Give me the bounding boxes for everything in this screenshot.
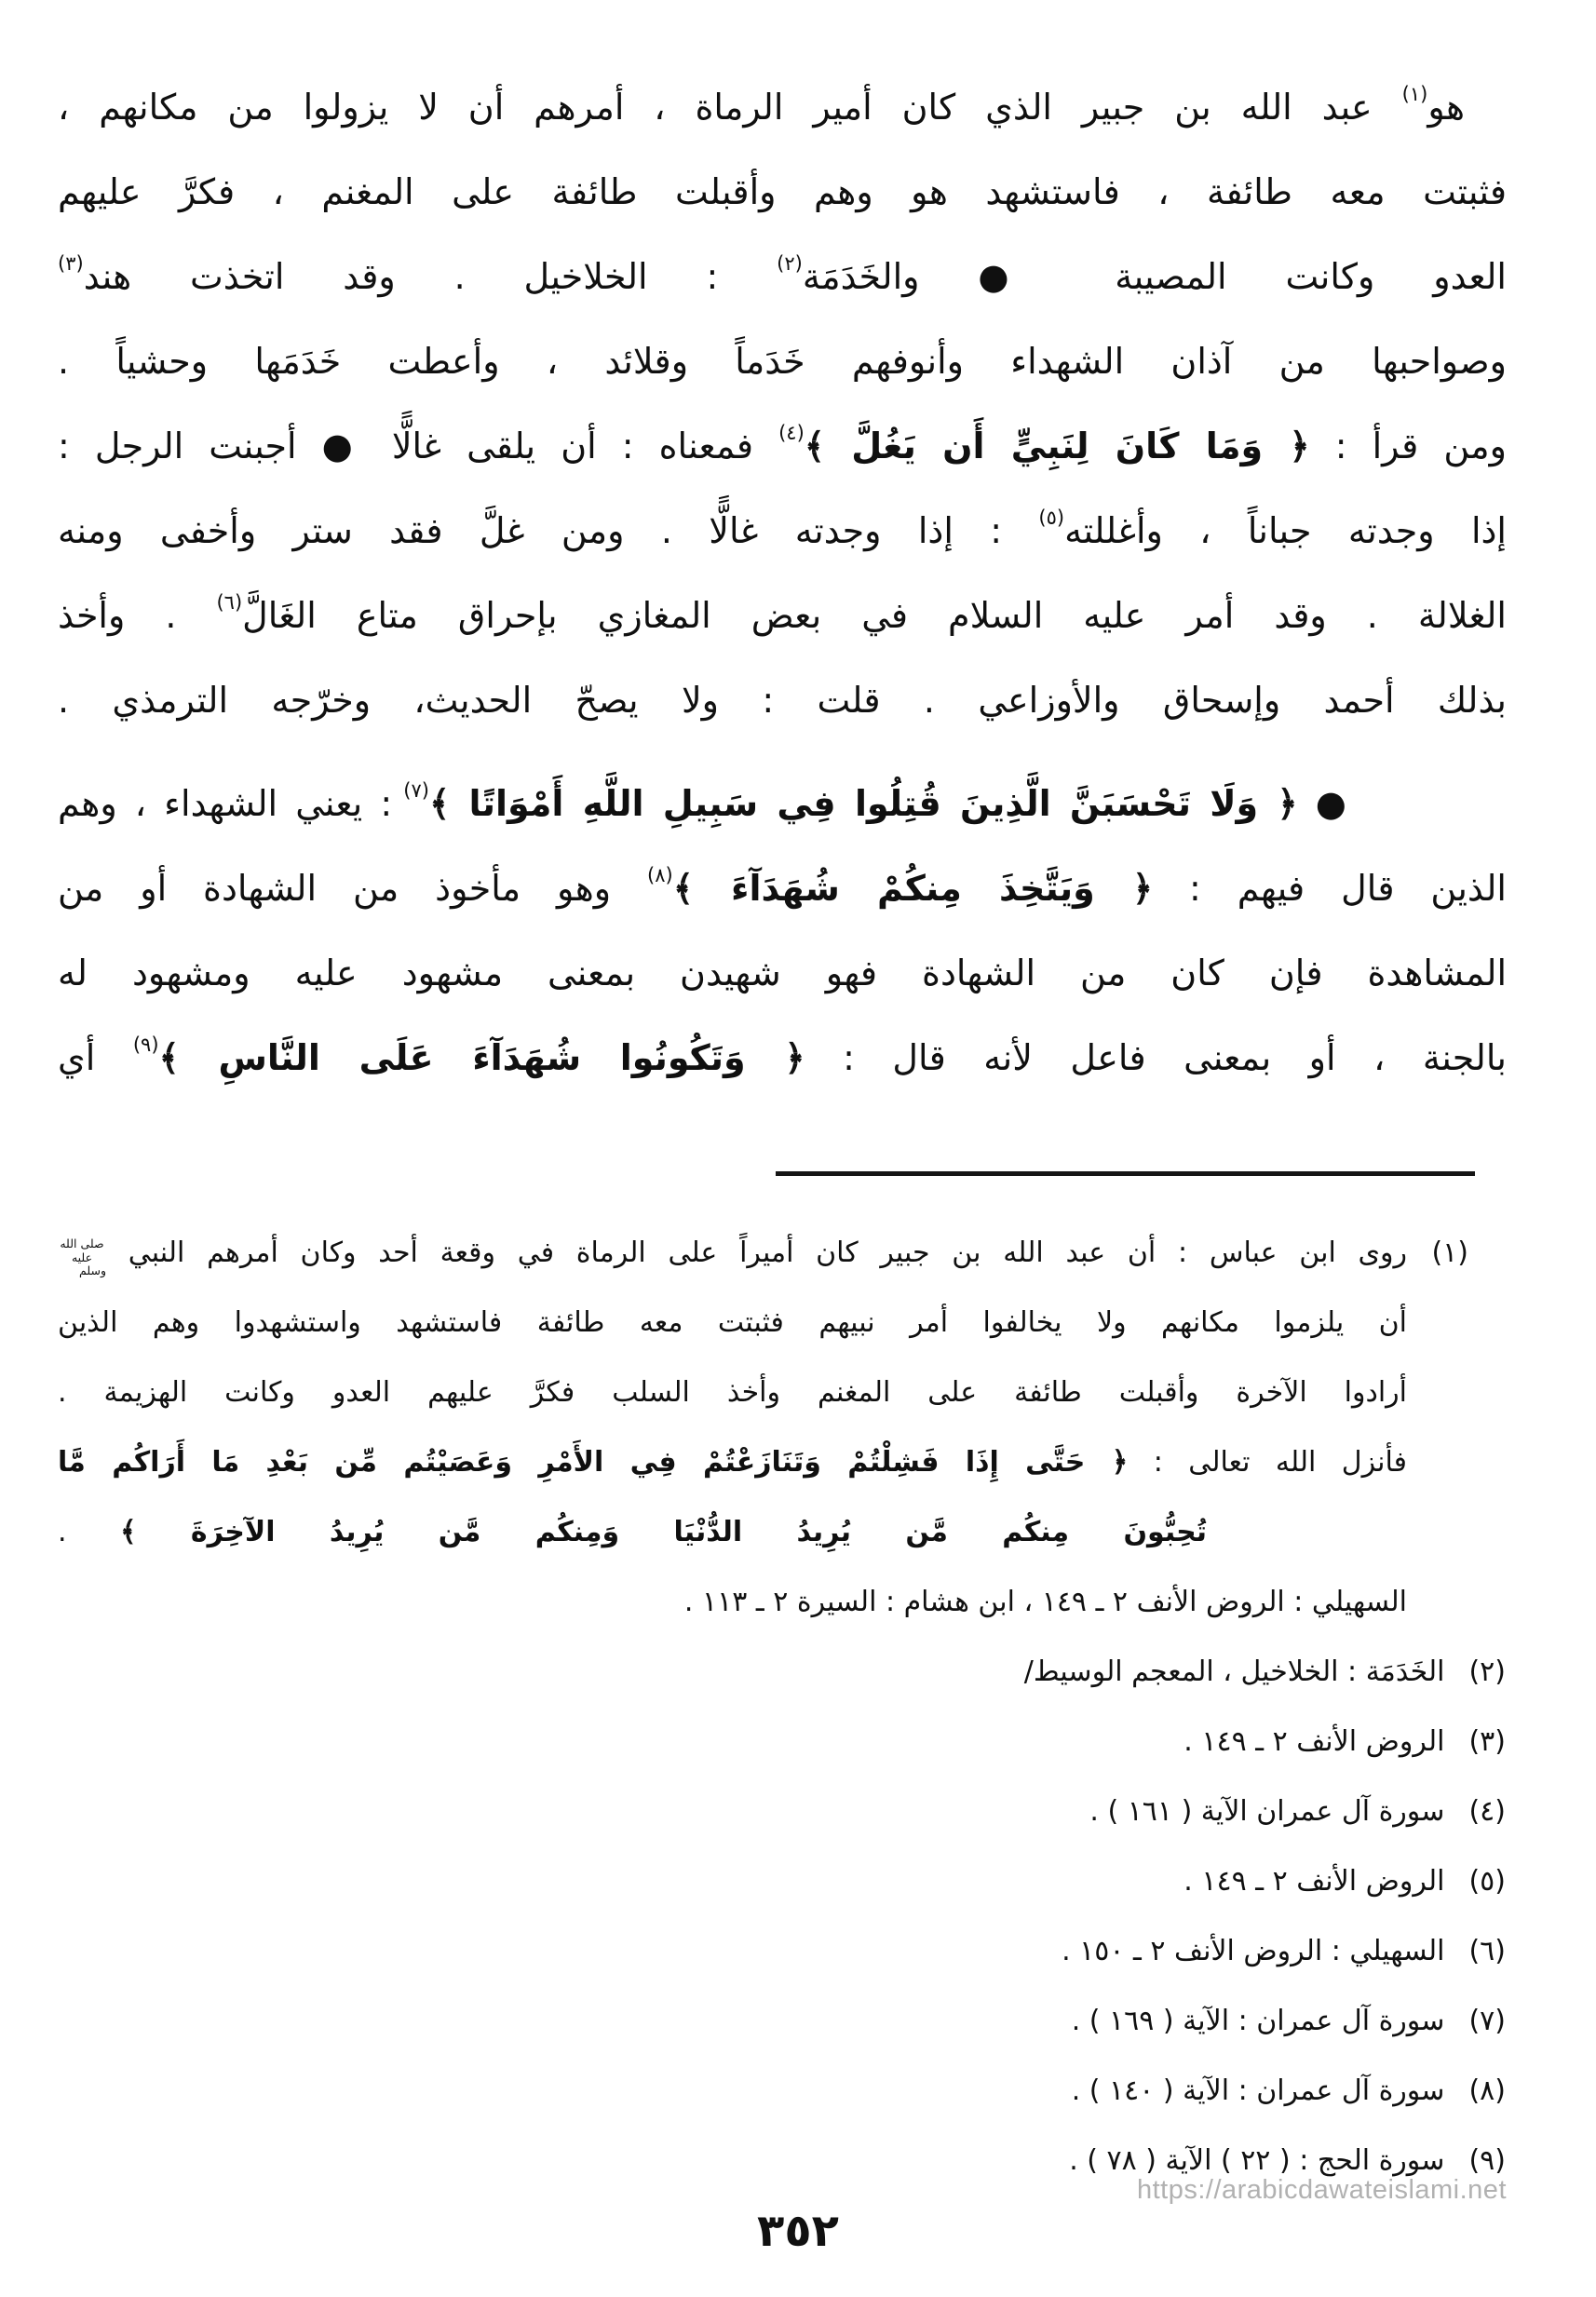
watermark-url: https://arabicdawateislami.net [1136,2175,1507,2205]
footnote-item [58,1637,1506,1707]
footnote-ref: (٥) [1038,507,1065,529]
text-run: هو [1427,87,1465,128]
footnote-ref: (٢) [777,252,803,275]
text-run: فأنزل الله تعالى : [1128,1446,1407,1479]
quran-verse: ﴿ حَتَّى إِذَا فَشِلْتُمْ وَتَنَازَعْتُمْ فِي الأَمْرِ وَعَصَيْتُم مِّن بَعْدِ مَا أَرَاكُم مَّا [58,1446,1129,1479]
footnote-item [58,1846,1506,1916]
paragraph [58,762,1507,1101]
text-run: المشاهدة فإن كان من الشهادة فهو شهيدن بمعنى مشهود عليه ومشهود له [58,953,1507,993]
text-run: بالجنة ، أو بمعنى فاعل لأنه قال : [805,1037,1507,1078]
footnote-list [58,1637,1506,2196]
footnote-item [58,1986,1506,2056]
footnote-ref: (٤) [778,422,805,444]
footnote-text: الخَدَمَة : الخلاخيل ، المعجم الوسيط/ [1023,1655,1445,1688]
text-line [58,404,1507,489]
footnote-text: السهيلي : الروض الأنف ٢ ـ ١٥٠ . [1062,1935,1445,1967]
footnotes-section [58,1218,1506,2196]
quran-verse: ﴿ وَتَكُونُوا شُهَدَآءَ عَلَى النَّاسِ ﴾ [158,1037,805,1078]
paragraph [58,65,1507,743]
text-line [58,1016,1507,1101]
text-run: أرادوا الآخرة وأقبلت طائفة على المغنم وأخذ السلب فكرَّ عليهم العدو وكانت الهزيمة . [58,1376,1407,1409]
text-line [58,1288,1407,1358]
text-line [58,319,1507,404]
text-run: . وأخذ [58,595,217,636]
footnote-item [58,1707,1506,1777]
text-line [58,489,1507,574]
salawat-symbol: صلى الله عليه وسلم [60,1236,106,1277]
footnote-item [58,1916,1506,1986]
text-run: : إذا وجدته غالًّا . ومن غلَّ فقد ستر وأخفى ومنه [58,510,1039,551]
footnote-1-text [58,1218,1407,1637]
text-line [58,1427,1407,1497]
text-run: عبد الله بن جبير الذي كان أمير الرماة ، أمرهم أن لا يزولوا من مكانهم ، [58,87,1402,128]
text-run: بذلك أحمد وإسحاق والأوزاعي . قلت : ولا يصحّ الحديث، وخرّجه الترمذي . [58,680,1507,721]
footnote-text: سورة آل عمران : الآية ( ١٤٠ ) . [1071,2074,1445,2107]
text-line [58,1358,1407,1427]
text-line [58,150,1507,235]
footnote-ref: (٣) [58,252,84,275]
footnote-text: الروض الأنف ٢ ـ ١٤٩ . [1183,1865,1445,1898]
text-run: إذا وجدته جباناً ، وأغللته [1064,510,1507,551]
text-run: : يعني الشهداء ، وهم [58,783,404,824]
footnote-marker: (٩) [1468,2144,1506,2177]
text-run: الغلالة . وقد أمر عليه السلام في بعض المغازي بإحراق متاع الغَالَّ [242,595,1507,636]
footnote-item [58,1777,1506,1846]
text-line [58,846,1507,931]
text-run: : الخلاخيل . وقد اتخذت هند [83,256,778,297]
footnote-ref: (١) [1401,83,1428,105]
footnote-ref: (٧) [403,779,429,802]
footnote-item [58,2056,1506,2126]
text-run: أن يلزموا مكانهم ولا يخالفوا أمر نبيهم فثبتت معه طائفة فاستشهد واستشهدوا وهم الذين [58,1306,1407,1339]
quran-verse: ﴿ وَيَتَّخِذَ مِنكُمْ شُهَدَآءَ ﴾ [672,868,1154,909]
text-line [58,762,1507,846]
footnote-ref: (٦) [216,591,243,614]
quran-verse: تُحِبُّونَ مِنكُم مَّن يُرِيدُ الدُّنْيَا وَمِنكُم مَّن يُرِيدُ الآخِرَةَ ﴾ [119,1516,1207,1548]
footnote-marker: (٦) [1468,1935,1506,1967]
text-run: أي [58,1037,133,1078]
text-run: روى ابن عباس : أن عبد الله بن جبير كان أميراً على الرماة في وقعة أحد وكان أمرهم النبي [106,1236,1407,1269]
footnote-marker: (٣) [1468,1725,1506,1758]
footnote-marker: (٤) [1468,1795,1506,1828]
text-run: . [58,1516,120,1548]
footnote-separator-rule [776,1171,1475,1176]
footnote-1-marker: (١) [1431,1236,1468,1269]
quran-verse: ﴿ وَلَا تَحْسَبَنَّ الَّذِينَ قُتِلُوا فِي سَبِيلِ اللَّهِ أَمْوَاتًا ﴾ [428,783,1298,824]
footnote-1 [58,1218,1506,1637]
text-run: العدو وكانت المصيبة ● والخَدَمَة [802,256,1507,297]
quran-verse: ﴿ وَمَا كَانَ لِنَبِيٍّ أَن يَغُلَّ ﴾ [804,426,1310,466]
page-number: ٣٥٢ [757,2205,839,2257]
text-line [58,658,1507,743]
footnote-marker: (٨) [1468,2074,1506,2107]
text-run: ● [1297,783,1353,824]
footnote-marker: (٧) [1468,2005,1506,2037]
text-run: فثبتت معه طائفة ، فاستشهد هو وهم وأقبلت طائفة على المغنم ، فكرَّ عليهم [58,171,1507,212]
text-run: ومن قرأ : [1309,426,1507,466]
text-line [58,1567,1407,1637]
main-text [58,65,1507,1101]
text-line [58,65,1507,150]
text-run: السهيلي : الروض الأنف ٢ ـ ١٤٩ ، ابن هشام : السيرة ٢ ـ ١١٣ . [683,1586,1407,1618]
footnote-marker: (٢) [1468,1655,1506,1688]
text-run: وهو مأخوذ من الشهادة أو من [58,868,648,909]
text-run: الذين قال فيهم : [1153,868,1507,909]
footnote-text: سورة آل عمران الآية ( ١٦١ ) . [1089,1795,1445,1828]
text-line [58,574,1507,658]
text-run: وصواحبها من آذان الشهداء وأنوفهم خَدَماً وقلائد ، وأعطت خَدَمَها وحشياً . [58,341,1507,382]
footnote-ref: (٩) [132,1034,159,1056]
text-line [58,235,1507,319]
footnote-text: سورة الحج : ( ٢٢ ) الآية ( ٧٨ ) . [1069,2144,1445,2177]
footnote-text: الروض الأنف ٢ ـ ١٤٩ . [1183,1725,1445,1758]
text-line [58,1218,1407,1288]
footnote-ref: (٨) [647,864,673,886]
footnote-text: سورة آل عمران : الآية ( ١٦٩ ) . [1071,2005,1445,2037]
text-line [58,931,1507,1016]
text-run: فمعناه : أن يلقى غالًّا ● أجبنت الرجل : [58,426,779,466]
text-line [58,1497,1207,1567]
footnote-marker: (٥) [1468,1865,1506,1898]
